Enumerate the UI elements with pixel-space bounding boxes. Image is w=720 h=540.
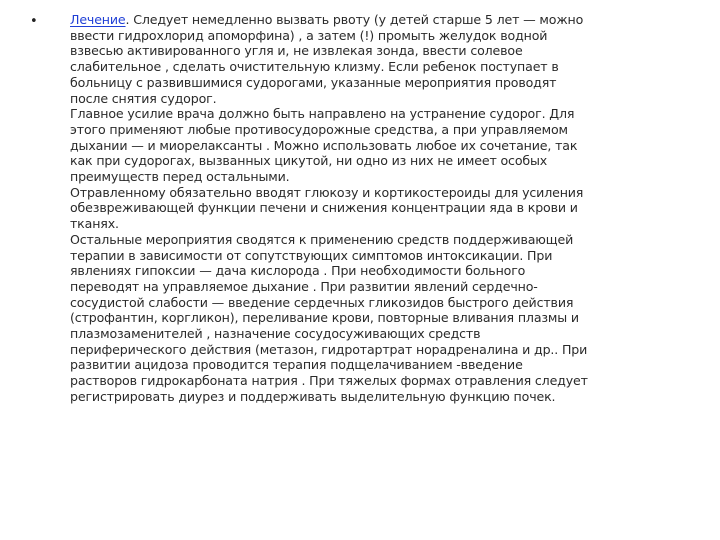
treatment-text-block: [70, 12, 706, 405]
text-line-0: . Следует немедленно вызвать рвоту (у детей старше 5 лет — можно: [125, 12, 584, 27]
text-line-11: Отравленному обязательно вводят глюкозу и кортикостероиды для усиления: [70, 184, 584, 200]
text-line-2: взвесью активированного угля и, не извлекая зонда, ввести солевое: [70, 43, 523, 59]
text-line-22: развитии ацидоза проводится терапия подщелачиванием -введение: [70, 357, 523, 373]
text-line-1: ввести гидрохлорид апоморфина) , а затем (!) промыть желудок водной: [70, 27, 548, 43]
text-line-21: периферического действия (метазон, гидротартрат норадреналина и др.. При: [70, 341, 588, 357]
text-line-4: больницу с развившимися судорогами, указанные мероприятия проводят: [70, 74, 557, 90]
heading-link-treatment[interactable]: Лечение: [70, 12, 126, 27]
text-line-12: обезвреживающей функции печени и снижения концентрации яда в крови и: [70, 200, 578, 216]
text-line-6: Главное усилие врача должно быть направлено на устранение судорог. Для: [70, 106, 575, 122]
text-line-15: терапии в зависимости от сопутствующих симптомов интоксикации. При: [70, 247, 553, 263]
text-line-13: тканях.: [70, 216, 119, 232]
text-line-3: слабительное , сделать очистительную клизму. Если ребенок поступает в: [70, 59, 559, 75]
text-line-20: плазмозаменителей , назначение сосудосуживающих средств: [70, 326, 481, 342]
text-line: [70, 12, 706, 28]
text-line-16: явлениях гипоксии — дача кислорода . При необходимости больного: [70, 263, 526, 279]
text-line-17: переводят на управляемое дыхание . При развитии явлений сердечно-: [70, 278, 538, 294]
text-line-5: после снятия судорог.: [70, 90, 217, 106]
text-line-18: сосудистой слабости — введение сердечных гликозидов быстрого действия: [70, 294, 574, 310]
text-line-14: Остальные мероприятия сводятся к применению средств поддерживающей: [70, 231, 574, 247]
text-line-24: регистрировать диурез и поддерживать выделительную функцию почек.: [70, 388, 556, 404]
text-line-7: этого применяют любые противосудорожные средства, а при управляемом: [70, 121, 568, 137]
text-line-19: (строфантин, коргликон), переливание крови, повторные вливания плазмы и: [70, 310, 579, 326]
text-line-9: как при судорогах, вызванных цикутой, ни одно из них не имеет особых: [70, 153, 548, 169]
text-line-10: преимуществ перед остальными.: [70, 169, 290, 185]
text-line-23: растворов гидрокарбоната натрия . При тяжелых формах отравления следует: [70, 373, 588, 389]
bullet-marker: •: [30, 14, 38, 29]
text-line-8: дыхании — и миорелаксанты . Можно использовать любое их сочетание, так: [70, 137, 578, 153]
